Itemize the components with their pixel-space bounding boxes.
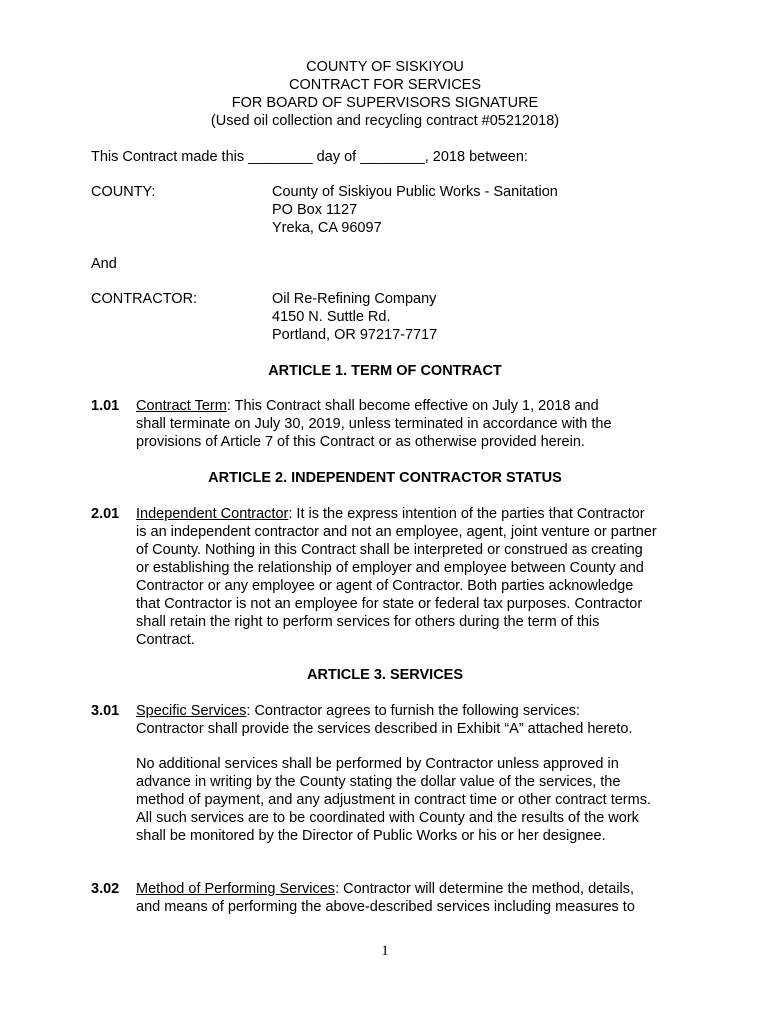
section-text: : It is the express intention of the parties that Contractor bbox=[288, 506, 645, 522]
section-3-02-line bbox=[136, 880, 634, 898]
section-2-01-line bbox=[136, 505, 645, 523]
section-title: Specific Services bbox=[136, 703, 247, 719]
contractor-address-line: Oil Re-Refining Company bbox=[272, 291, 437, 307]
section-text: No additional services shall be performed by Contractor unless approved in bbox=[136, 756, 619, 772]
article-1-heading: ARTICLE 1. TERM OF CONTRACT bbox=[268, 363, 502, 379]
section-text: method of payment, and any adjustment in contract time or other contract terms. bbox=[136, 792, 651, 808]
section-text: is an independent contractor and not an employee, agent, joint venture or partner bbox=[136, 524, 657, 540]
contract-intro: This Contract made this ________ day of ________, 2018 between: bbox=[91, 149, 528, 165]
section-number: 2.01 bbox=[91, 506, 120, 522]
and-text: And bbox=[91, 256, 117, 272]
contractor-address-line: Portland, OR 97217-7717 bbox=[272, 327, 438, 343]
section-text: Contract. bbox=[136, 632, 195, 648]
county-address-line: Yreka, CA 96097 bbox=[272, 220, 382, 236]
contractor-label: CONTRACTOR: bbox=[91, 291, 198, 307]
section-text: or establishing the relationship of employer and employee between County and bbox=[136, 560, 644, 576]
header-contract-number: (Used oil collection and recycling contract #05212018) bbox=[210, 113, 560, 129]
section-title: Independent Contractor bbox=[136, 506, 289, 522]
section-number: 3.02 bbox=[91, 881, 120, 897]
article-2-heading: ARTICLE 2. INDEPENDENT CONTRACTOR STATUS bbox=[208, 470, 562, 486]
article-3-heading: ARTICLE 3. SERVICES bbox=[306, 667, 464, 683]
section-number: 1.01 bbox=[91, 398, 120, 414]
county-address-line: County of Siskiyou Public Works - Sanitation bbox=[272, 184, 558, 200]
page-number: 1 bbox=[381, 943, 389, 959]
section-1-01-line bbox=[136, 397, 599, 415]
header-contract-type: CONTRACT FOR SERVICES bbox=[288, 77, 482, 93]
section-text: that Contractor is not an employee for state or federal tax purposes. Contractor bbox=[136, 596, 643, 612]
section-text: : Contractor will determine the method, details, bbox=[335, 881, 635, 897]
header-county: COUNTY OF SISKIYOU bbox=[306, 59, 464, 75]
county-address-line: PO Box 1127 bbox=[272, 202, 358, 218]
section-text: provisions of Article 7 of this Contract or as otherwise provided herein. bbox=[136, 434, 585, 450]
section-text: of County. Nothing in this Contract shall be interpreted or construed as creating bbox=[136, 542, 643, 558]
county-label: COUNTY: bbox=[91, 184, 156, 200]
section-text: Contractor or any employee or agent of Contractor. Both parties acknowledge bbox=[136, 578, 634, 594]
section-text: shall terminate on July 30, 2019, unless terminated in accordance with the bbox=[136, 416, 612, 432]
section-text: Contractor shall provide the services described in Exhibit “A” attached hereto. bbox=[136, 721, 633, 737]
section-text: All such services are to be coordinated with County and the results of the work bbox=[136, 810, 639, 826]
contractor-address-line: 4150 N. Suttle Rd. bbox=[272, 309, 391, 325]
section-title: Method of Performing Services bbox=[136, 881, 336, 897]
section-title: Contract Term bbox=[136, 398, 227, 414]
section-text: shall retain the right to perform services for others during the term of this bbox=[136, 614, 600, 630]
section-text: : Contractor agrees to furnish the following services: bbox=[246, 703, 581, 719]
section-text: advance in writing by the County stating the dollar value of the services, the bbox=[136, 774, 621, 790]
section-text: and means of performing the above-described services including measures to bbox=[136, 899, 635, 915]
header-board-signature: FOR BOARD OF SUPERVISORS SIGNATURE bbox=[231, 95, 539, 111]
section-3-01-line bbox=[136, 702, 580, 720]
section-text: : This Contract shall become effective on July 1, 2018 and bbox=[226, 398, 599, 414]
section-number: 3.01 bbox=[91, 703, 120, 719]
section-text: shall be monitored by the Director of Public Works or his or her designee. bbox=[136, 828, 606, 844]
